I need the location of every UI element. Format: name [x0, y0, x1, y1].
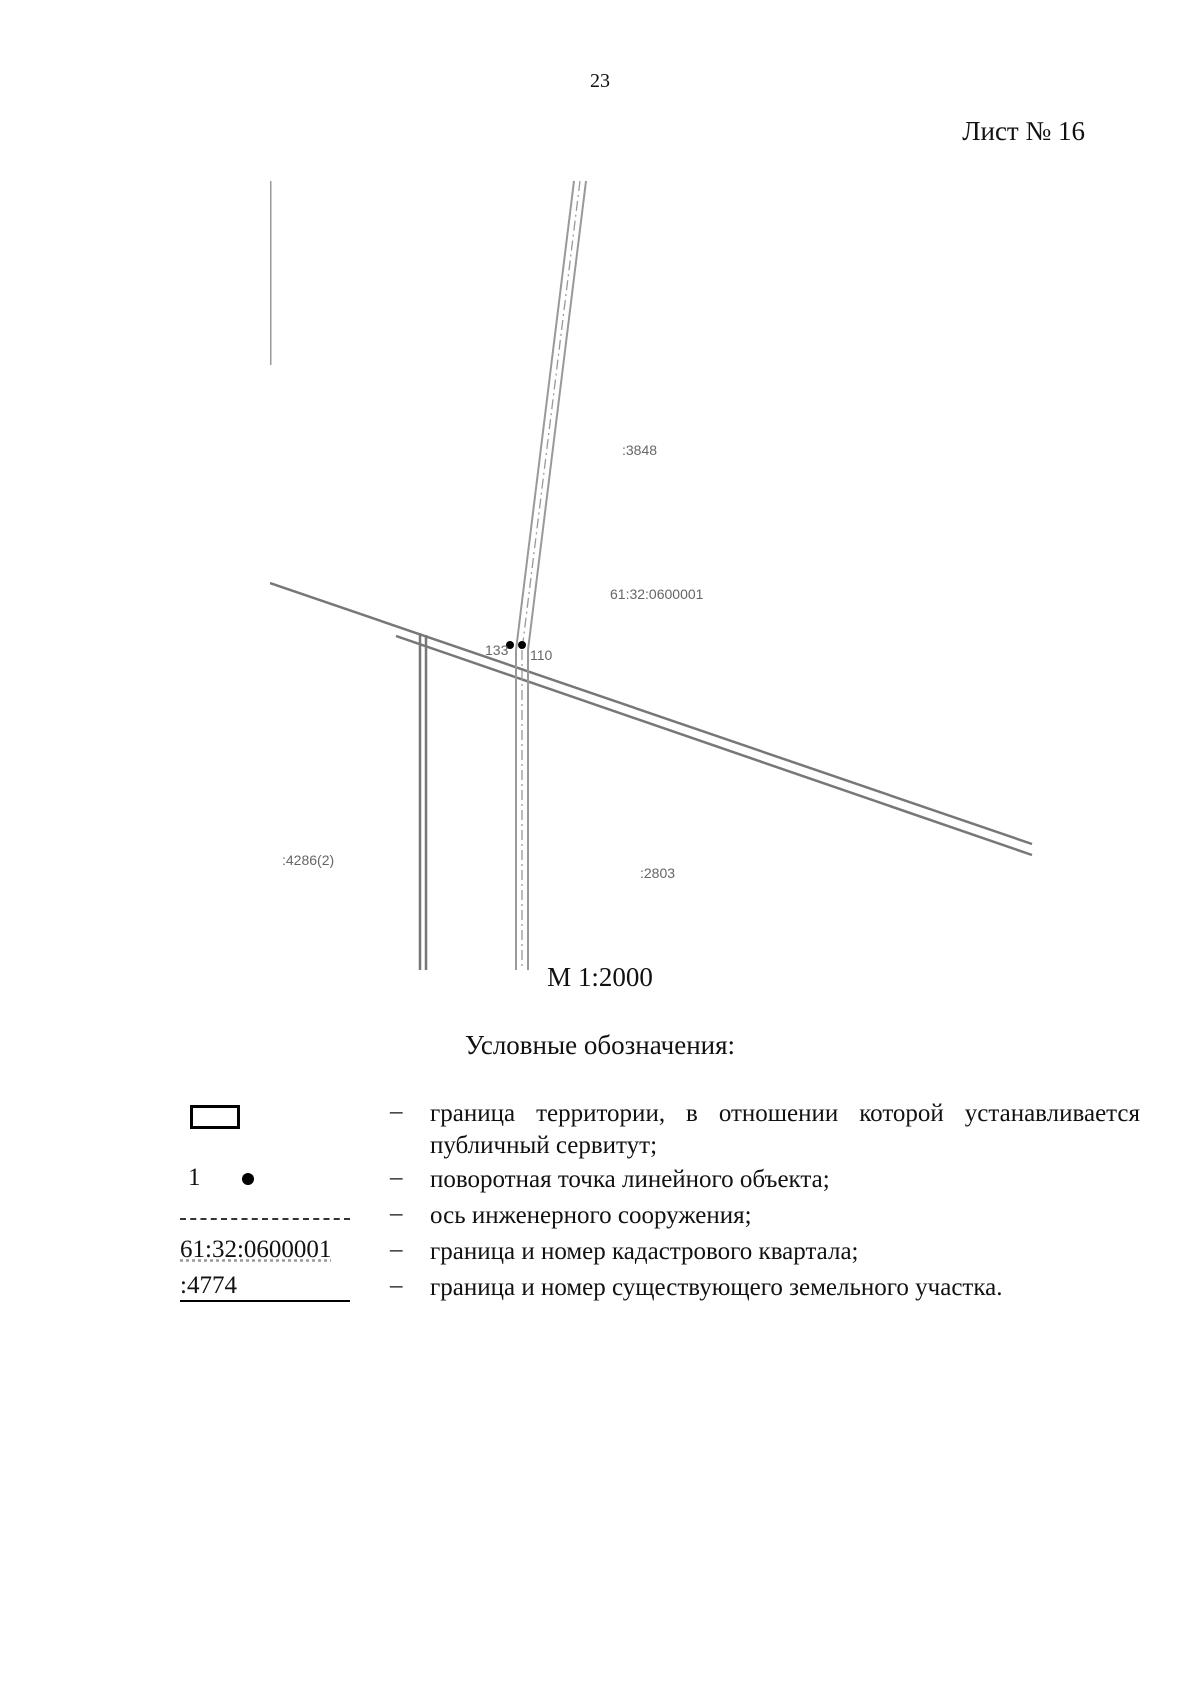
road-boundary-line [396, 636, 1032, 855]
land-parcel-symbol: :4774 [180, 1272, 350, 1302]
legend-text: поворотная точка линейного объекта; [430, 1166, 830, 1193]
engineering-axis-line [522, 181, 580, 650]
turning-point-110 [518, 641, 526, 649]
map-label-quarter: 61:32:0600001 [610, 586, 704, 602]
legend-text: ось инженерного сооружения; [430, 1202, 752, 1229]
legend-dash: – [390, 1272, 403, 1299]
turning-point-symbol-dot [242, 1173, 254, 1185]
map-label-parcel-bottom: :2803 [640, 865, 676, 881]
turning-point-symbol-number: 1 [188, 1164, 201, 1191]
road-boundary-line [270, 583, 1032, 844]
legend-dash: – [390, 1200, 403, 1227]
legend-title: Условные обозначения: [464, 1030, 736, 1060]
legend-dash: – [390, 1164, 403, 1191]
servitude-boundary-symbol [190, 1105, 240, 1129]
cadastral-map [270, 175, 1040, 975]
map-label-parcel-top: :3848 [622, 442, 658, 458]
map-scale: М 1:2000 [547, 962, 653, 992]
servitude-boundary-line [528, 181, 586, 650]
map-label-parcel-left: :4286(2) [282, 852, 335, 868]
legend-text: граница и номер кадастрового квартала; [430, 1238, 859, 1265]
legend-dash: – [390, 1098, 403, 1125]
legend-text: граница территории, в отношении которой устанавливается публичный сервитут; [430, 1100, 1140, 1159]
legend-text: граница и номер существующего земельного участка. [430, 1274, 1003, 1301]
page-number: 23 [590, 70, 610, 92]
servitude-boundary-line [516, 181, 574, 650]
legend-dash: – [390, 1236, 403, 1263]
cadastral-quarter-symbol: 61:32:0600001 [180, 1236, 332, 1263]
engineering-axis-symbol [180, 1218, 350, 1220]
sheet-label: Лист № 16 [962, 116, 1085, 146]
map-label-point-110: 110 [530, 647, 553, 663]
map-label-point-133: 133 [485, 642, 509, 658]
